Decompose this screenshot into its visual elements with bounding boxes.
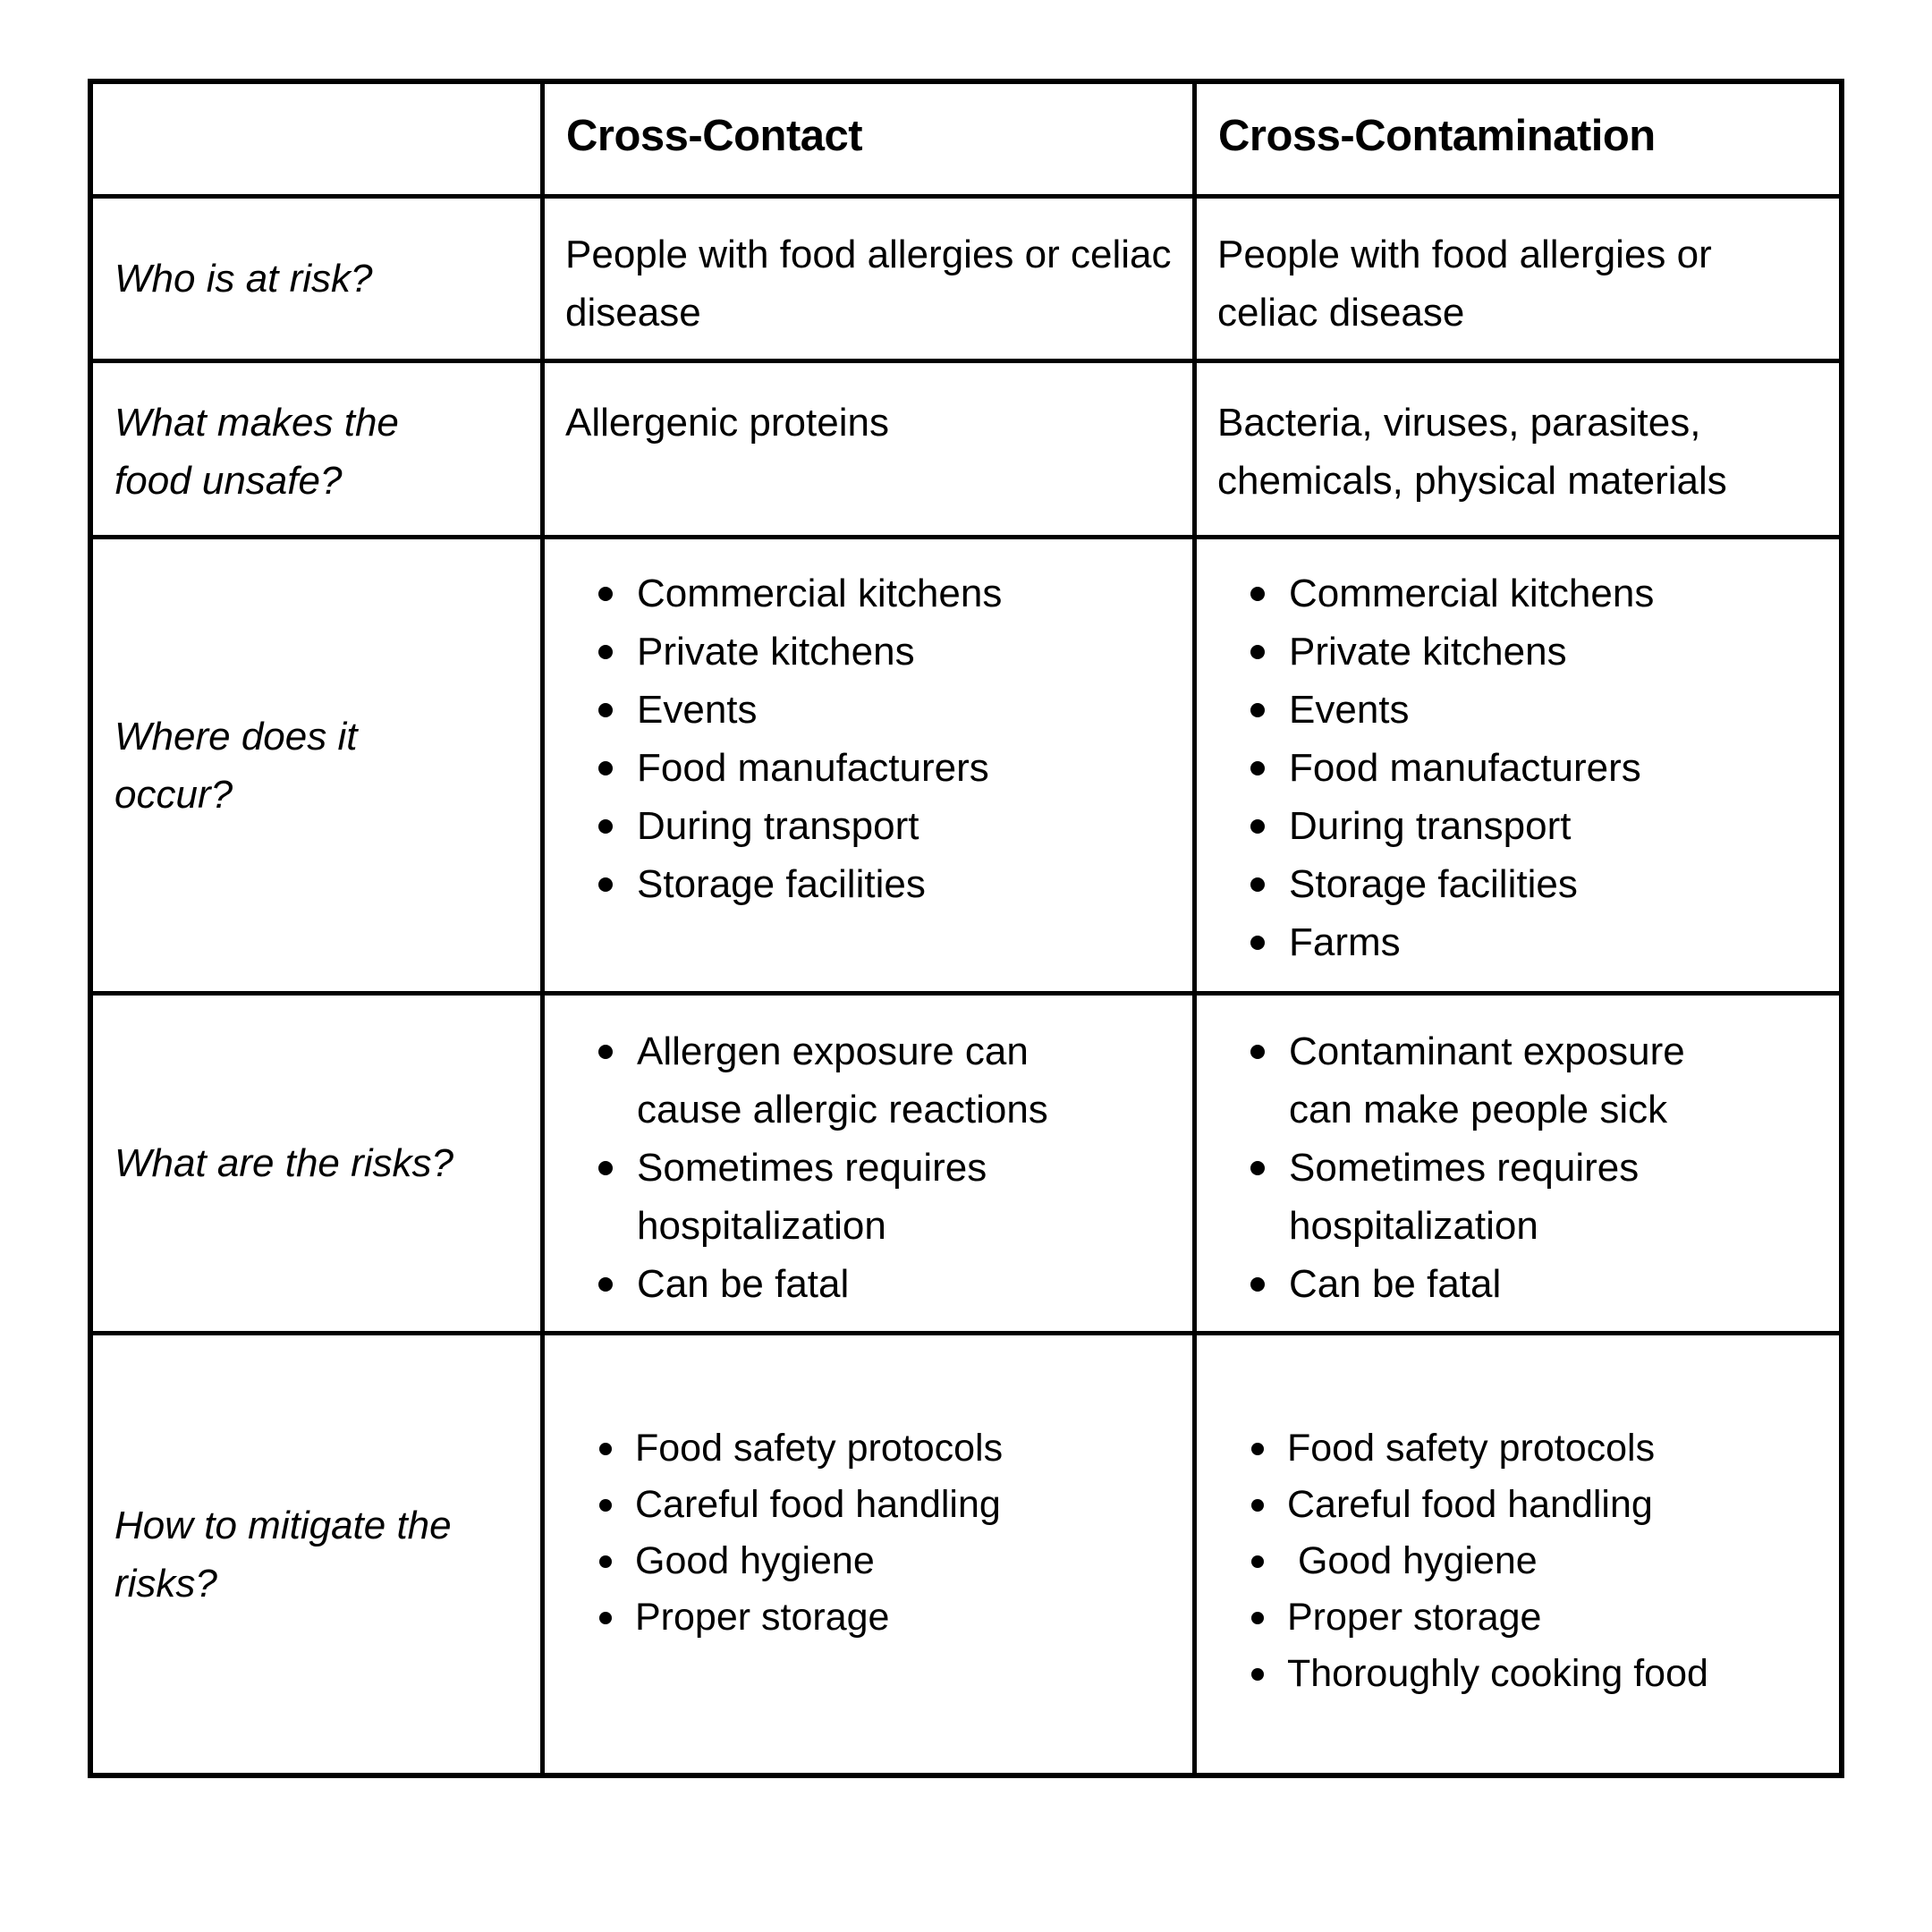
header-cross-contamination [1197,84,1839,199]
list-item: Can be fatal [545,1255,1192,1313]
bullet-icon [1251,1668,1264,1681]
row-label-who-at-risk: Who is at risk? [114,257,373,301]
cell-text: Bacteria, viruses, parasites, chemicals, physical materials [1217,401,1727,503]
cell-cross-contamination-unsafe [1197,363,1839,539]
bullet-icon [598,761,613,775]
bullet-icon [598,645,613,659]
list-item: Careful food handling [1197,1477,1839,1533]
bullet-icon [599,1612,612,1624]
bullet-icon [1250,1161,1265,1175]
row-label-where-occur: Where does it occur? [114,714,358,817]
column-heading-cross-contamination: Cross-Contamination [1218,112,1656,160]
bullet-list [1197,1335,1839,1702]
list-item: Allergen exposure can cause allergic reactions [545,1022,1066,1139]
column-heading-cross-contact: Cross-Contact [566,112,863,160]
list-item: Storage facilities [545,855,1192,913]
bullet-list [1197,996,1839,1313]
bullet-icon [1251,1499,1264,1512]
header-cross-contact [545,84,1197,199]
bullet-list [545,539,1192,913]
bullet-list [1197,539,1839,971]
bullet-icon [1250,587,1265,601]
bullet-icon [1251,1443,1264,1455]
list-item: Good hygiene [1197,1533,1839,1589]
list-item: Food manufacturers [1197,739,1839,797]
cell-cross-contamination-mitigate [1197,1335,1839,1773]
list-item: Contaminant exposure can make people sick [1197,1022,1745,1139]
bullet-list [545,1335,1192,1646]
bullet-icon [598,877,613,892]
bullet-icon [1250,819,1265,834]
cell-cross-contact-risks [545,996,1197,1335]
list-item: Thoroughly cooking food [1197,1646,1839,1702]
list-item: Proper storage [1197,1589,1839,1646]
bullet-icon [1251,1555,1264,1568]
bullet-icon [1250,761,1265,775]
list-item: Sometimes requires hospitalization [545,1139,1066,1255]
bullet-icon [1251,1612,1264,1624]
row-label-cell [93,363,545,539]
row-label-how-mitigate: How to mitigate the risks? [114,1503,452,1606]
list-item: Can be fatal [1197,1255,1839,1313]
bullet-icon [1250,703,1265,717]
list-item: Food manufacturers [545,739,1192,797]
row-label-cell [93,199,545,363]
cell-cross-contact-who [545,199,1197,363]
bullet-icon [599,1443,612,1455]
bullet-icon [598,703,613,717]
comparison-table [88,79,1844,1778]
bullet-icon [598,587,613,601]
list-item: During transport [545,797,1192,855]
list-item: Farms [1197,913,1839,971]
row-label-cell [93,539,545,996]
bullet-icon [598,1277,613,1292]
list-item: Food safety protocols [545,1420,1192,1477]
list-item: Private kitchens [545,623,1192,681]
cell-cross-contact-where [545,539,1197,996]
bullet-list [545,996,1192,1313]
cell-text: Allergenic proteins [565,401,889,445]
bullet-icon [599,1499,612,1512]
list-item: Private kitchens [1197,623,1839,681]
list-item: Careful food handling [545,1477,1192,1533]
list-item: Events [1197,681,1839,739]
cell-cross-contamination-who [1197,199,1839,363]
list-item: Storage facilities [1197,855,1839,913]
list-item: Sometimes requires hospitalization [1197,1139,1718,1255]
bullet-icon [598,819,613,834]
list-item: Events [545,681,1192,739]
bullet-icon [1250,1045,1265,1059]
bullet-icon [598,1045,613,1059]
bullet-icon [598,1161,613,1175]
cell-cross-contamination-where [1197,539,1839,996]
bullet-icon [1250,877,1265,892]
row-label-what-risks: What are the risks? [114,1141,454,1185]
list-item: Good hygiene [545,1533,1192,1589]
row-label-what-makes-unsafe: What makes the food unsafe? [114,401,399,503]
bullet-icon [1250,645,1265,659]
cell-cross-contamination-risks [1197,996,1839,1335]
header-corner-cell [93,84,545,199]
bullet-icon [599,1555,612,1568]
list-item: Proper storage [545,1589,1192,1646]
bullet-icon [1250,1277,1265,1292]
row-label-cell [93,996,545,1335]
cell-text: People with food allergies or celiac disease [565,233,1172,335]
row-label-cell [93,1335,545,1773]
list-item: Food safety protocols [1197,1420,1839,1477]
list-item: Commercial kitchens [545,564,1192,623]
list-item: Commercial kitchens [1197,564,1839,623]
list-item: During transport [1197,797,1839,855]
bullet-icon [1250,936,1265,950]
cell-cross-contact-mitigate [545,1335,1197,1773]
cell-text: People with food allergies or celiac disease [1217,233,1712,335]
cell-cross-contact-unsafe [545,363,1197,539]
